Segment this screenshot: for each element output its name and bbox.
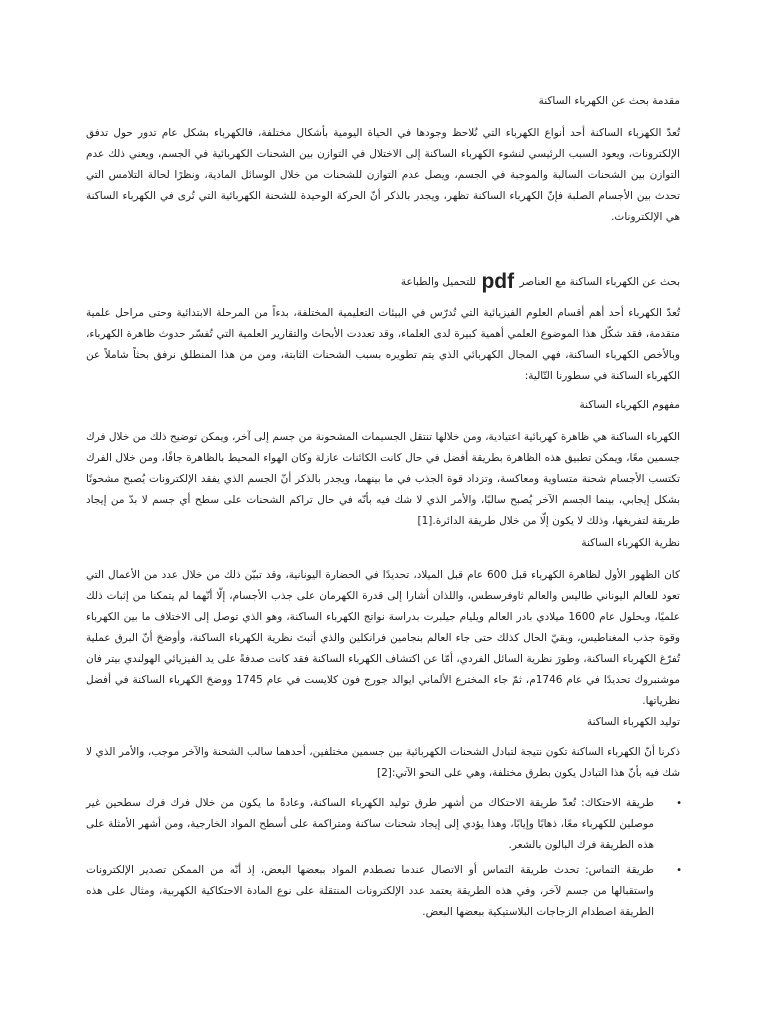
- research-heading-after: للتحميل والطباعة: [400, 276, 477, 288]
- bullet-icon: •: [676, 865, 682, 876]
- intro-paragraph: تُعدّ الكهرباء الساكنة أحد أنواع الكهرباء التي نُلاحظ وجودها في الحياة اليومية بأشكال مختلفة، فالكهرباء بشكل عام تدور حول تدفق الإلكترونات، ويعود السبب الرئيسي لنشوء الكهرباء الساكنة إلى الاختلال في التوازن بين الشحنات الكهربائية في الجسم، ويعني ذلك عدم التوازن بين الشحنات السالبة والموجبة في الجسم، ويصل عدم التوازن للشحنات من خلال الوسائل المادية، ونظرًا لحالة التلامس التي تحدث بين الأجسام الصلبة فإنّ الكهرباء الساكنة تظهر، ويجدر بالذكر أنّ الحركة الوحيدة للشحنة الكهربائية التي تُرى في الكهرباء الساكنة هي الإلكترونات.: [86, 127, 680, 223]
- bullet-icon: •: [676, 798, 682, 809]
- bullet-text-friction: طريقة الاحتكاك: تُعدّ طريقة الاحتكاك من أشهر طرق توليد الكهرباء الساكنة، وعادةً ما يكون من خلال فرك فرك سطحين غير موصلين للكهرباء معًا، ذهابًا وإيابًا، وهذا يؤدي إلى إيجاد شحنات ساكنة ومتراكمة على أسطح المواد الخارجية، ومن أشهر الأمثلة على هذه الطريقة فرك البالون بالشعر.: [86, 797, 654, 851]
- theory-heading: نظرية الكهرباء الساكنة: [581, 537, 680, 549]
- research-heading: [86, 272, 680, 292]
- document-page: [86, 0, 680, 1024]
- research-heading-before: بحث عن الكهرباء الساكنة مع العناصر: [519, 276, 680, 288]
- generation-heading: توليد الكهرباء الساكنة: [587, 716, 680, 728]
- intro-heading: مقدمة بحث عن الكهرباء الساكنة: [538, 95, 680, 107]
- concept-heading: مفهوم الكهرباء الساكنة: [579, 399, 680, 411]
- generation-paragraph: ذكرنا أنّ الكهرباء الساكنة تكون نتيجة لتبادل الشحنات الكهربائية بين جسمين مختلفين، أحدهما سالب الشحنة والآخر موجب، والأمر الذي لا شك فيه بأنّ هذا التبادل يكون بطرق مختلفة، وهي على النحو الآتي:[2]: [86, 746, 680, 779]
- research-heading-pdf: pdf: [481, 270, 515, 293]
- bullet-text-contact: طريقة التماس: تحدث طريقة التماس أو الاتصال عندما تصطدم المواد ببعضها البعض، إذ أنّه من الممكن تصدير الإلكترونات واستقبالها من جسم لآخر، وفي هذه الطريقة يعتمد عدد الإلكترونات المنتقلة على نوع المادة الاحتكاكية الكهربية، ومثال على هذه الطريقة اصطدام الزجاجات البلاستيكية ببعضها البعض.: [86, 864, 654, 918]
- research-paragraph: تُعدّ الكهرباء أحد أهم أقسام العلوم الفيزيائية التي تُدرّس في البيئات التعليمية المختلفة، بدءاً من المرحلة الابتدائية وحتى مراحل علمية متقدمة، فقد شكّل هذا الموضوع العلمي أهمية كبيرة لدى العلماء، وقد تعددت الأبحاث والتقارير العلمية التي تُفسّر حدوث ظاهرة الكهرباء، وبالأخص الكهرباء الساكنة، فهي المجال الكهربائي الذي يتم تطويره بسبب الشحنات الثابتة، ومن من هذا المنطلق نرفق بحثاً شاملاً عن الكهرباء الساكنة في سطورنا التّالية:: [86, 307, 680, 382]
- theory-paragraph: كان الظهور الأول لظاهرة الكهرباء قبل 600 عام قبل الميلاد، تحديدًا في الحضارة اليونانية، وقد تبيّن ذلك من خلال عدد من الأعمال التي تعود للعالم اليوناني طاليس والعالم ثاوفرسطس، واللذان أشارا إلى قدرة الكهرمان على جذب الأجسام، إلّا أنّهما لم يتمكنا من إثبات ذلك علميًا، وبحلول عام 1600 ميلادي بادر العالم ويليام جيلبرت بدراسة نواتج الكهرباء الساكنة، وهو الذي توصل إلى الاختلاف ما بين الكهرباء وقوة جذب المغناطيس، وبقيّ الحال كذلك حتى جاء العالم بنجامين فرانكلين والذي أثبتَ نظرية الكهرباء الساكنة، وأوضحَ أنّ البرق عملية تُفرّغ الكهرباء الساكنة، وطورَ نظرية السائل الفردي، أمّا عن اكتشاف الكهرباء الساكنة فقد كانت صدفةً على يد الفيزيائي الهولندي بيتر فان موشنبروك تحديدًا في عام 1746م، ثمّ جاء المخترع الألماني ايوالد جورج فون كلايست في عام 1745 ووضحَ الكهرباء الساكنة في أفضل نظرياتها.: [86, 569, 680, 707]
- concept-paragraph: الكهرباء الساكنة هي ظاهرة كهربائية اعتيادية، ومن خلالها تنتقل الجسيمات المشحونة من جسم إلى آخر، ويمكن توضيح ذلك من خلال فرك جسمين معًا، ويمكن تطبيق هذه الظاهرة بطريقة أفضل في حال كانت الكائنات عازلة وكان الهواء المحيط بالظاهرة جافًا، ومن خلال الفرك تكتسب الأجسام شحنة متساوية ومعاكسة، وتزداد قوة الجذب في ما بينهما، ويجدر بالذكر أنّ الجسم الذي يفقد الإلكترونات يُصبح مشحونًا بشكل إيجابي، بينما الجسم الآخر يُصبح سالبًا، والأمر الذي لا شك فيه بأنّه في حال تراكم الشحنات على سطح أي جسم لا بدّ من إيجاد طريقة لتفريغها، وذلك لا يكون إلّا من خلال طريقة الدائرة.[1]: [86, 431, 680, 527]
